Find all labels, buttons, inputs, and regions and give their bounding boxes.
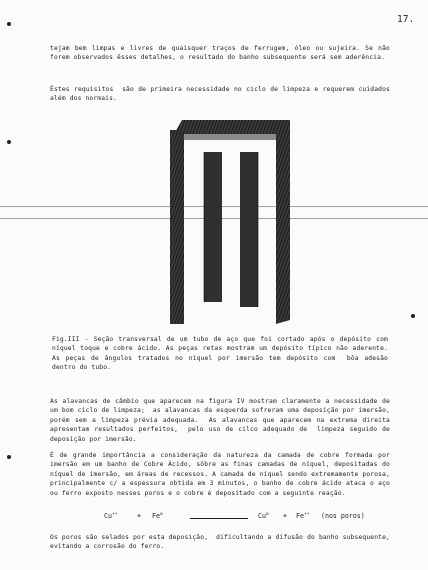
tube-right-wall	[276, 120, 290, 324]
eq-note: (nos poros)	[321, 512, 365, 520]
figure-caption: Fig.III - Seção transversal de um tubo de aço que foi cortado após o depósito com níquel toque e cobre ácido. As peças retas mostram um depósito típico não aderente. As peças de ângulos tratados no níquel por imersão tem depósito com bôa adesão dentro do tubo.	[52, 336, 392, 372]
inner-piece-right	[240, 152, 258, 307]
paragraph-5: Os poros são selados por esta deposição, dificultando a difusão do banho subsequente, evitando a corrosão do ferro.	[50, 534, 394, 551]
binder-hole-middle	[7, 140, 11, 144]
tube-top-bar	[174, 120, 290, 134]
binder-hole-top	[7, 22, 11, 26]
figure-tube-cross-section	[162, 112, 297, 327]
paragraph-4: É de grande importância a consideração da natureza da camada de cobre formada por imersão em um banho de Cobre Ácido, sôbre as finas camadas de níquel, depositadas do níquel de imersão, em áreas de recessos. A camada de níquel sendo extremamente porosa, principalmente c/ a espessura obtida em 3 minutos, o banho de cobre ácido ataca o aço ou ferro exposto nesses poros e o cobre é depositado com a seguinte reação.	[50, 452, 394, 497]
paragraph-1: tejam bem limpas e livres de quaisquer traços de ferrugem, óleo ou sujeira. Se não forem observados êsses detalhes, o resultado do banho subsequente será sem aderência.	[50, 45, 394, 62]
paragraph-2: Êstes requisitos são de primeira necessidade no ciclo de limpeza e requerem cuidados além dos normais.	[50, 86, 394, 103]
tube-top-face	[174, 134, 282, 140]
binder-hole-lower	[7, 455, 11, 459]
eq-fe-metal: Fe$^o$	[152, 512, 163, 520]
eq-arrow	[190, 518, 248, 519]
inner-piece-left	[204, 152, 222, 302]
page-number: 17.	[397, 14, 415, 25]
eq-plus-2: +	[283, 512, 287, 520]
paragraph-3: As alavancas de câmbio que aparecem na figura IV mostram claramente a necessidade de um bom ciclo de limpeza; as alavancas da esquerda sofreram uma deposição por imersão, porém sem a limpeza prévia adequada. As alavancas que aparecem na extrema direita apresentam resultados perfeitos, pelo uso de cilco adequado de limpeza seguido de deposição por imersão.	[50, 398, 394, 443]
tube-left-wall	[170, 130, 184, 324]
eq-fe-ion: Fe++	[296, 512, 310, 520]
eq-cu-ion: Cu++	[104, 512, 118, 520]
eq-plus-1: +	[137, 512, 141, 520]
binder-hole-right	[411, 314, 415, 318]
eq-cu-metal: Cu$^o$	[258, 512, 269, 520]
